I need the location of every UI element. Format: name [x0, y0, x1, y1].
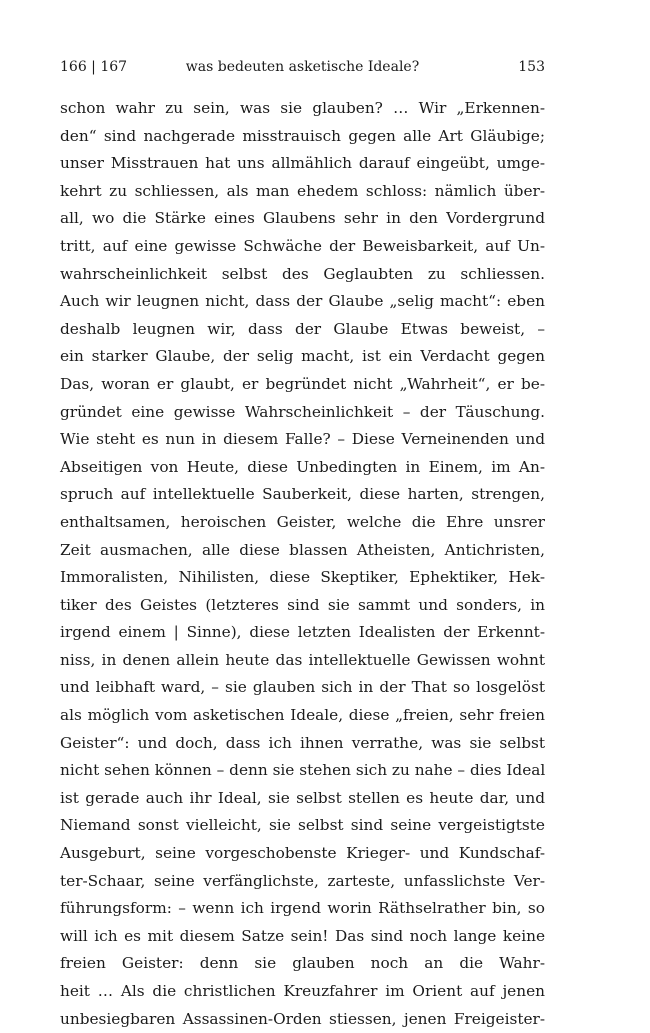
text-line: heit … Als die christlichen Kreuzfahrer im Orient auf jenen: [60, 982, 545, 1000]
running-head: [60, 57, 545, 77]
text-line: Geister“: und doch, dass ich ihnen verrathe, was sie selbst: [60, 733, 545, 752]
text-line: wahrscheinlichkeit selbst des Geglaubten zu schliessen.: [60, 264, 545, 283]
text-line: deshalb leugnen wir, dass der Glaube Etwas beweist, –: [60, 319, 545, 338]
text-line: Zeit ausmachen, alle diese blassen Atheisten, Antichristen,: [60, 540, 545, 559]
text-line: ist gerade auch ihr Ideal, sie selbst stellen es heute dar, und: [60, 788, 545, 807]
text-line: Ausgeburt, seine vorgeschobenste Krieger- und Kundschaf-: [60, 844, 545, 863]
text-line: gründet eine gewisse Wahrscheinlichkeit – der Täuschung.: [60, 402, 545, 421]
text-line: führungsform: – wenn ich irgend worin Räthselrather bin, so: [60, 899, 545, 918]
text-line: unbesiegbaren Assassinen-Orden stiessen, jenen Freigeister-: [60, 1009, 545, 1028]
text-line: freien Geister: denn sie glauben noch an die Wahr-: [60, 954, 545, 973]
text-line: irgend einem | Sinne), diese letzten Idealisten der Erkennt-: [60, 623, 545, 642]
body-text: [60, 95, 545, 1033]
running-head-title: was bedeuten asketische Ideale?: [185, 59, 420, 75]
left-folio: 166 | 167: [60, 59, 128, 75]
text-line: Abseitigen von Heute, diese Unbedingten in Einem, im An-: [60, 457, 545, 476]
text-line: Wie steht es nun in diesem Falle? – Diese Verneinenden und: [60, 430, 545, 449]
page-number: 153: [518, 59, 545, 75]
text-line: kehrt zu schliessen, als man ehedem schloss: nämlich über-: [60, 181, 545, 200]
text-line: tritt, auf eine gewisse Schwäche der Beweisbarkeit, auf Un-: [60, 236, 545, 255]
text-line: will ich es mit diesem Satze sein! Das sind noch lange keine: [60, 926, 545, 945]
text-line: Das, woran er glaubt, er begründet nicht „Wahrheit“, er be-: [60, 374, 545, 393]
text-line: Immoralisten, Nihilisten, diese Skeptiker, Ephektiker, Hek-: [60, 568, 545, 587]
text-line: nicht sehen können – denn sie stehen sich zu nahe – dies Ideal: [60, 761, 546, 780]
text-line: unser Misstrauen hat uns allmählich darauf eingeübt, umge-: [60, 154, 545, 173]
text-line: den“ sind nachgerade misstrauisch gegen alle Art Gläubige;: [60, 126, 545, 145]
text-line: niss, in denen allein heute das intellektuelle Gewissen wohnt: [60, 650, 545, 669]
text-line: Auch wir leugnen nicht, dass der Glaube „selig macht“: eben: [60, 292, 545, 311]
text-line: tiker des Geistes (letzteres sind sie sammt und sonders, in: [60, 595, 545, 614]
text-line: und leibhaft ward, – sie glauben sich in der That so losgelöst: [60, 678, 545, 697]
text-line: ein starker Glaube, der selig macht, ist ein Verdacht gegen: [60, 347, 545, 366]
text-line: ter-Schaar, seine verfänglichste, zarteste, unfasslichste Ver-: [60, 871, 545, 890]
text-line: Niemand sonst vielleicht, sie selbst sind seine vergeistigtste: [60, 816, 545, 835]
text-line: schon wahr zu sein, was sie glauben? … Wir „Erkennen-: [60, 99, 545, 117]
text-line: all, wo die Stärke eines Glaubens sehr in den Vordergrund: [60, 209, 545, 228]
text-line: als möglich vom asketischen Ideale, diese „freien, sehr freien: [60, 706, 545, 725]
text-line: enthaltsamen, heroischen Geister, welche die Ehre unsrer: [60, 512, 545, 531]
text-line: spruch auf intellektuelle Sauberkeit, diese harten, strengen,: [60, 485, 545, 504]
